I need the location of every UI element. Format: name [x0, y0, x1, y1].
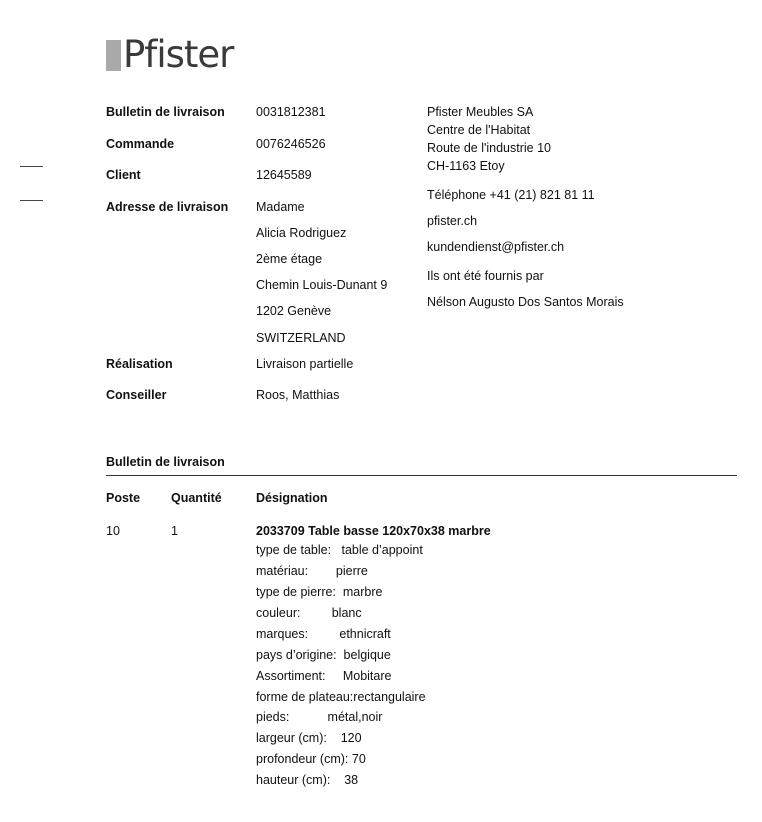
advisor-name: Roos, Matthias	[256, 388, 340, 402]
item-title: 2033709 Table basse 120x70x38 marbre	[256, 524, 491, 538]
item-quantity: 1	[171, 524, 178, 538]
delivery-note-label: Bulletin de livraison	[106, 105, 225, 119]
logo-text: Pfister	[123, 33, 234, 76]
company-email: kundendienst@pfister.ch	[427, 240, 565, 254]
client-number: 12645589	[256, 168, 312, 182]
logo-mark-icon	[106, 40, 121, 71]
item-spec: couleur: blanc	[256, 606, 362, 620]
address-line: SWITZERLAND	[256, 331, 346, 345]
company-website: pfister.ch	[427, 214, 478, 228]
section-divider	[106, 475, 737, 476]
address-line: Madame	[256, 200, 305, 214]
item-spec: pieds: métal,noir	[256, 710, 383, 724]
client-label: Client	[106, 168, 141, 182]
section-title: Bulletin de livraison	[106, 455, 225, 469]
address-line: 1202 Genève	[256, 304, 332, 318]
item-spec: Assortiment: Mobitare	[256, 669, 392, 683]
supplied-by-label: Ils ont été fournis par	[427, 269, 544, 283]
fold-mark-bottom	[20, 200, 43, 201]
item-spec: forme de plateau:rectangulaire	[256, 690, 426, 704]
column-header-designation: Désignation	[256, 491, 328, 505]
delivery-address-label: Adresse de livraison	[106, 200, 229, 214]
item-spec: type de pierre: marbre	[256, 585, 383, 599]
item-spec: profondeur (cm): 70	[256, 752, 366, 766]
supplied-by-name: Nélson Augusto Dos Santos Morais	[427, 295, 624, 309]
pfister-logo	[106, 33, 234, 76]
order-number: 0076246526	[256, 137, 326, 151]
company-phone: Téléphone +41 (21) 821 81 11	[427, 188, 595, 202]
company-address-line: CH-1163 Etoy	[427, 159, 505, 173]
address-line: Chemin Louis-Dunant 9	[256, 278, 388, 292]
advisor-label: Conseiller	[106, 388, 167, 402]
item-position: 10	[106, 524, 120, 538]
realisation-value: Livraison partielle	[256, 357, 354, 371]
item-spec: pays d’origine: belgique	[256, 648, 391, 662]
item-spec: matériau: pierre	[256, 564, 368, 578]
address-line: Alicia Rodriguez	[256, 226, 347, 240]
order-label: Commande	[106, 137, 175, 151]
realisation-label: Réalisation	[106, 357, 173, 371]
company-name: Pfister Meubles SA	[427, 105, 534, 119]
address-line: 2ème étage	[256, 252, 323, 266]
delivery-note-number: 0031812381	[256, 105, 326, 119]
company-address-line: Route de l'industrie 10	[427, 141, 551, 155]
fold-mark-top	[20, 166, 43, 167]
column-header-position: Poste	[106, 491, 141, 505]
item-spec: hauteur (cm): 38	[256, 773, 359, 787]
item-spec: type de table: table d’appoint	[256, 543, 423, 557]
item-spec: marques: ethnicraft	[256, 627, 391, 641]
company-address-line: Centre de l'Habitat	[427, 123, 531, 137]
item-spec: largeur (cm): 120	[256, 731, 362, 745]
column-header-quantity: Quantité	[171, 491, 222, 505]
